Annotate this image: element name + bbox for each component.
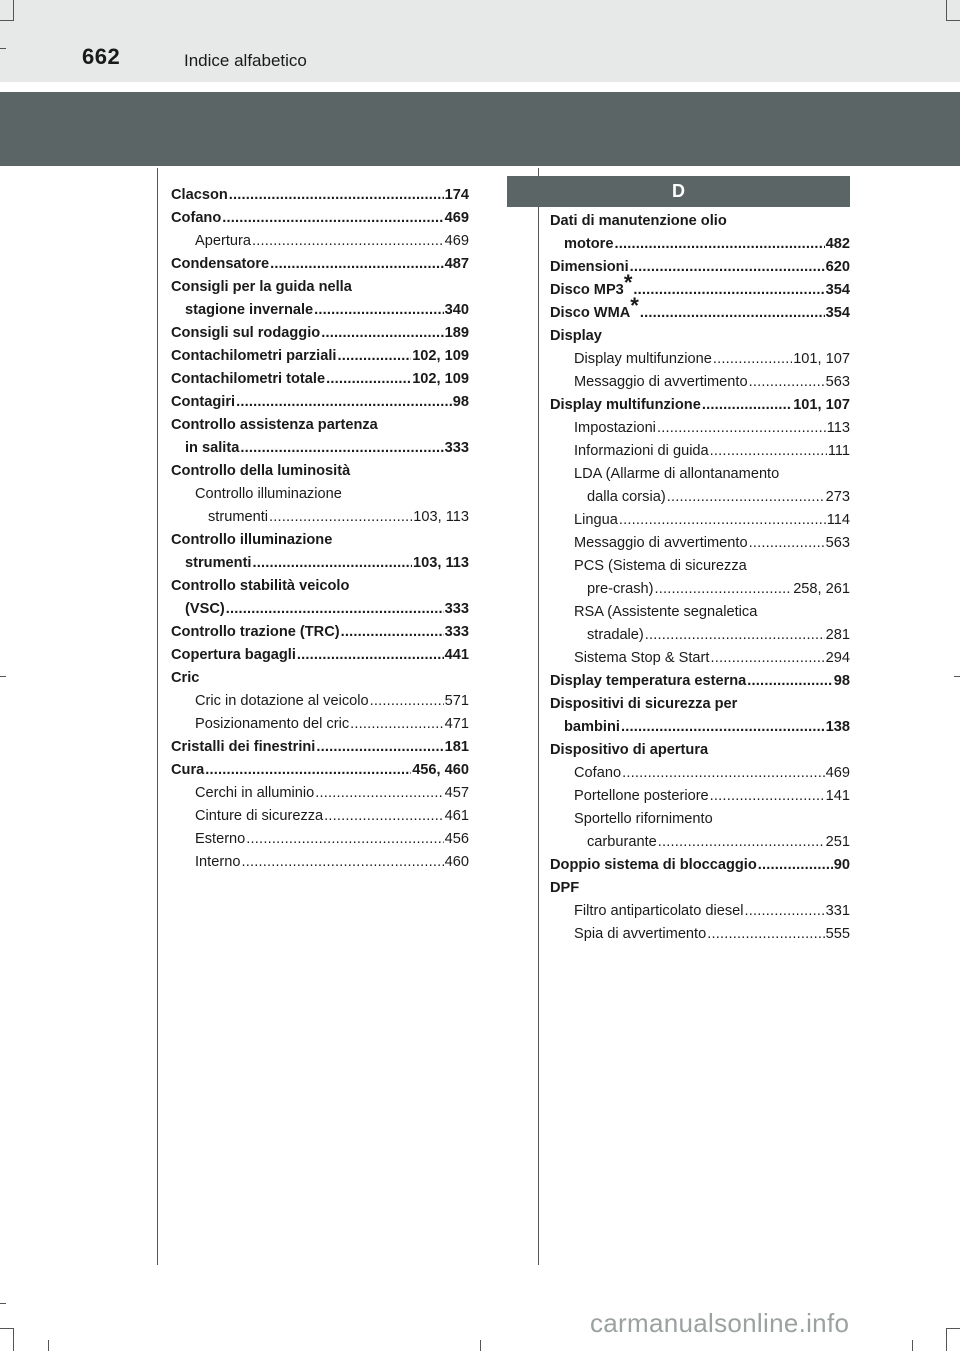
index-entry [171,230,469,253]
leader-dots [205,759,411,782]
index-entry [171,552,469,575]
leader-dots [341,621,444,644]
index-entry [550,670,850,693]
index-entry [171,207,469,230]
entry-text: (VSC) [185,601,225,617]
leader-dots [702,394,792,417]
entry-text: Consigli sul rodaggio [171,325,321,341]
page-ref: 103, 113 [413,509,469,525]
entry-text: Condensatore [171,256,270,272]
index-entry [171,621,469,644]
index-entry [171,690,469,713]
page-ref: 469 [825,765,850,781]
page-ref: 114 [826,512,850,528]
page-ref: 294 [825,650,850,666]
entry-text: in salita [185,440,240,456]
index-entry [550,762,850,785]
page-ref: 354 [825,282,850,298]
entry-text: Sportello rifornimento [574,811,713,827]
page-ref: 457 [444,785,469,801]
column-divider-right [538,168,539,1265]
index-entry [550,693,850,716]
entry-text: dalla corsia) [587,489,666,505]
index-entry [171,414,469,437]
index-entry [550,233,850,256]
index-entry [550,624,850,647]
index-entry [550,831,850,854]
column-divider-left [157,168,158,1265]
leader-dots [622,762,825,785]
index-entry [171,828,469,851]
page-ref: 469 [444,233,469,249]
page-ref: 281 [825,627,850,643]
entry-text: Disco WMA [550,305,631,321]
index-entry [171,483,469,506]
index-entry [171,276,469,299]
index-entry [550,486,850,509]
header-band [0,92,960,166]
entry-text: Display multifunzione [574,351,712,367]
entry-text: stradale) [587,627,644,643]
entry-text: Portellone posteriore [574,788,709,804]
index-entry [171,598,469,621]
entry-text: Consigli per la guida nella [171,279,352,295]
index-entry [171,345,469,368]
index-entry [550,739,850,762]
entry-text: Sistema Stop & Start [574,650,710,666]
index-entry [171,667,469,690]
entry-text: Impostazioni [574,420,656,436]
entry-text: Posizionamento del cric [195,716,350,732]
page-ref: 461 [444,808,469,824]
leader-dots [655,578,793,601]
index-entry [550,371,850,394]
entry-text: Dimensioni [550,259,629,275]
index-entry [550,440,850,463]
page-number: 662 [82,44,121,69]
entry-text: strumenti [185,555,252,571]
page-ref: 482 [825,236,850,252]
entry-text: Interno [195,854,241,870]
page-ref: 103, 113 [412,555,469,571]
index-entry [550,900,850,923]
page-ref: 456 [444,831,469,847]
page-ref: 340 [444,302,469,318]
leader-dots [710,785,825,808]
index-entry [171,253,469,276]
leader-dots [633,279,824,302]
page-ref: 333 [444,440,469,456]
page-ref: 333 [444,601,469,617]
leader-dots [370,690,444,713]
page-ref: 620 [825,259,850,275]
index-entry [171,460,469,483]
leader-dots [713,348,792,371]
index-entry [550,256,850,279]
leader-dots [667,486,825,509]
entry-text: Cric [171,670,200,686]
leader-dots [297,644,444,667]
leader-dots [269,506,412,529]
page-ref: 189 [444,325,469,341]
index-entry [171,805,469,828]
page-ref: 113 [826,420,850,436]
entry-text: Display [550,328,602,344]
entry-text: Cerchi in alluminio [195,785,315,801]
leader-dots [710,647,824,670]
leader-dots [246,828,443,851]
entry-text: Esterno [195,831,246,847]
section-title: Indice alfabetico [184,51,307,70]
index-entry [550,210,850,233]
entry-text: LDA (Allarme di allontanamento [574,466,780,482]
index-entry [171,736,469,759]
index-entry [550,532,850,555]
entry-text: Spia di avvertimento [574,926,707,942]
index-entry [171,644,469,667]
entry-text: Copertura bagagli [171,647,296,663]
entry-text: Cura [171,762,205,778]
entry-text: Doppio sistema di bloccaggio [550,857,757,873]
entry-text: DPF [550,880,580,896]
index-entry [171,782,469,805]
page-ref: 141 [825,788,850,804]
leader-dots [745,900,825,923]
page-ref: 174 [444,187,469,203]
index-entry [171,184,469,207]
leader-dots [645,624,825,647]
entry-text: strumenti [208,509,269,525]
entry-text: RSA (Assistente segnaletica [574,604,758,620]
leader-dots [324,805,443,828]
leader-dots [707,923,824,946]
index-entry [550,808,850,831]
page-ref: 251 [825,834,850,850]
entry-text: stagione invernale [185,302,314,318]
leader-dots [758,854,833,877]
entry-text: Dispositivi di sicurezza per [550,696,738,712]
page-ref: 571 [444,693,469,709]
entry-text: Filtro antiparticolato diesel [574,903,744,919]
index-entry [171,713,469,736]
index-entry [171,529,469,552]
index-column-left [171,184,469,874]
leader-dots [241,851,443,874]
index-entry [550,348,850,371]
leader-dots [640,302,825,325]
entry-text: Cinture di sicurezza [195,808,324,824]
entry-text: Messaggio di avvertimento [574,535,748,551]
entry-text: Dispositivo di apertura [550,742,709,758]
leader-dots [226,598,444,621]
entry-text: Contachilometri parziali [171,348,337,364]
entry-text: Cric in dotazione al veicolo [195,693,369,709]
page-ref: 555 [825,926,850,942]
entry-text: Disco MP3 [550,282,624,298]
leader-dots [630,256,825,279]
index-entry [171,759,469,782]
leader-dots [619,509,826,532]
leader-dots [270,253,444,276]
index-entry [171,368,469,391]
entry-text: Display multifunzione [550,397,701,413]
page-ref: 181 [444,739,469,755]
page-ref: 333 [444,624,469,640]
page-ref: 456, 460 [412,762,469,778]
index-entry [171,391,469,414]
page-ref: 331 [825,903,850,919]
page-ref: 354 [825,305,850,321]
index-entry [550,325,850,348]
index-entry [171,575,469,598]
page-ref: 101, 107 [793,397,850,413]
entry-text: Dati di manutenzione olio [550,213,727,229]
entry-text: Controllo trazione (TRC) [171,624,340,640]
index-entry [550,877,850,900]
entry-text: Controllo della luminosità [171,463,351,479]
entry-text: Display temperatura esterna [550,673,747,689]
leader-dots [321,322,443,345]
leader-dots [240,437,443,460]
page-ref: 90 [833,857,850,873]
index-entry [550,555,850,578]
leader-dots [315,782,443,805]
index-entry [550,647,850,670]
watermark: carmanualsonline.info [590,1308,850,1338]
leader-dots [749,371,825,394]
entry-text: Apertura [195,233,251,249]
page-ref: 563 [825,535,850,551]
entry-text: Clacson [171,187,228,203]
leader-dots [658,831,825,854]
index-entry [171,299,469,322]
entry-text: Lingua [574,512,618,528]
entry-text: Messaggio di avvertimento [574,374,748,390]
leader-dots [316,736,443,759]
index-entry [171,322,469,345]
index-entry [550,417,850,440]
leader-dots [614,233,824,256]
page-ref: 460 [444,854,469,870]
index-entry [550,463,850,486]
page-header [0,0,960,82]
index-entry [550,394,850,417]
leader-dots [222,207,443,230]
index-entry [550,854,850,877]
page-ref: 258, 261 [793,581,850,597]
page-ref: 441 [444,647,469,663]
index-entry: Disco MP3 * ..... 354 [550,279,850,302]
index-entry [550,601,850,624]
leader-dots [621,716,825,739]
index-entry: Disco WMA * ..... 354 [550,302,850,325]
entry-text: Controllo stabilità veicolo [171,578,350,594]
entry-text: Controllo assistenza partenza [171,417,378,433]
leader-dots [229,184,444,207]
leader-dots [350,713,444,736]
page-ref: 487 [444,256,469,272]
letter-heading: D [507,176,850,207]
leader-dots [236,391,452,414]
page-ref: 98 [833,673,850,689]
entry-text: pre-crash) [587,581,654,597]
index-entry [171,506,469,529]
entry-text: Controllo illuminazione [171,532,333,548]
entry-text: Cristalli dei finestrini [171,739,316,755]
page-ref: 101, 107 [793,351,850,367]
entry-text: Controllo illuminazione [195,486,342,502]
index-entry [550,785,850,808]
entry-text: Cofano [574,765,622,781]
page-ref: 98 [452,394,469,410]
leader-dots [314,299,443,322]
page-ref: 273 [825,489,850,505]
entry-text: Contagiri [171,394,236,410]
page-ref: 138 [825,719,850,735]
leader-dots [252,230,444,253]
index-entry [550,716,850,739]
leader-dots [657,417,826,440]
entry-text: motore [564,236,614,252]
leader-dots [337,345,411,368]
index-column-right [550,210,850,946]
page-ref: 111 [827,443,850,459]
entry-text: bambini [564,719,620,735]
index-entry [171,851,469,874]
entry-text: Informazioni di guida [574,443,709,459]
entry-text: PCS (Sistema di sicurezza [574,558,747,574]
entry-text: carburante [587,834,657,850]
leader-dots [749,532,825,555]
leader-dots [710,440,827,463]
index-entry [550,578,850,601]
index-entry [171,437,469,460]
page-ref: 563 [825,374,850,390]
leader-dots [326,368,411,391]
entry-text: Cofano [171,210,222,226]
leader-dots [747,670,832,693]
index-entry [550,923,850,946]
leader-dots [253,552,412,575]
page-ref: 471 [444,716,469,732]
page-ref: 102, 109 [412,348,469,364]
page-ref: 102, 109 [412,371,469,387]
index-entry [550,509,850,532]
page-ref: 469 [444,210,469,226]
entry-text: Contachilometri totale [171,371,326,387]
